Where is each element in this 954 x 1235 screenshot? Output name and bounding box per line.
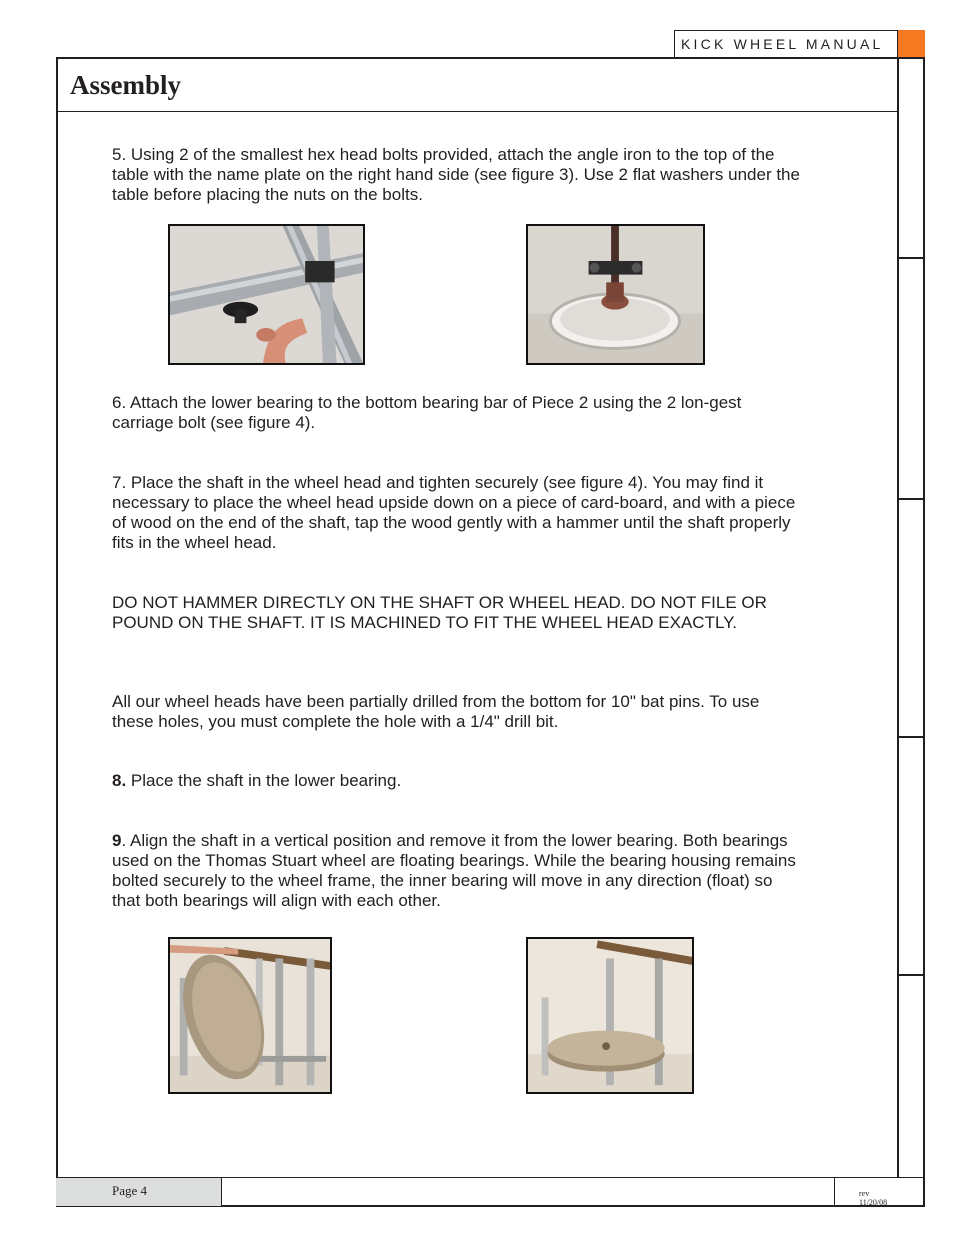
page-number bbox=[56, 1178, 222, 1206]
accent-block bbox=[898, 30, 925, 57]
step-6-text: 6. Attach the lower bearing to the bottom bearing bar of Piece 2 using the 2 lon-gest carriage bolt (see figure 4). bbox=[112, 393, 742, 432]
page-footer bbox=[56, 1177, 925, 1207]
side-tab-divider bbox=[899, 974, 925, 976]
revision-label: rev 11/20/08 bbox=[859, 1189, 888, 1207]
wheel-flat-photo bbox=[526, 937, 694, 1094]
step-9-text bbox=[112, 831, 802, 911]
bearing-wheel-photo bbox=[526, 224, 705, 365]
warning-text: DO NOT HAMMER DIRECTLY ON THE SHAFT OR WHEEL HEAD. DO NOT FILE OR POUND ON THE SHAFT. IT IS MACHINED TO FIT THE WHEEL HEAD EXACTLY. bbox=[112, 593, 767, 632]
angle-iron-photo bbox=[168, 224, 365, 365]
bat-pins-text: All our wheel heads have been partially drilled from the bottom for 10" bat pins. To use these holes, you must complete the hole with a 1/4" drill bit. bbox=[112, 692, 760, 731]
title-bar bbox=[56, 57, 899, 112]
step-9-body: . Align the shaft in a vertical position and remove it from the lower bearing. Both bearings used on the Thomas Stuart wheel are floating bearings. While the bearing housing remains bolted securely to the wheel frame, the inner bearing will move in any direction (float) so that both bearings will align with each other. bbox=[112, 831, 796, 910]
side-tab-divider bbox=[899, 736, 925, 738]
manual-title-label: KICK WHEEL MANUAL bbox=[681, 36, 884, 52]
step-8-text bbox=[112, 771, 802, 791]
step-9-number: 9 bbox=[112, 831, 122, 850]
side-tab-divider bbox=[899, 498, 925, 500]
side-tab-divider bbox=[899, 257, 925, 259]
page-title: Assembly bbox=[70, 70, 182, 100]
step-8-number: 8. bbox=[112, 771, 127, 790]
manual-title-tab bbox=[674, 30, 898, 57]
side-divider bbox=[897, 57, 899, 1178]
revision-cell bbox=[834, 1178, 897, 1206]
step-8-body: Place the shaft in the lower bearing. bbox=[126, 771, 402, 790]
page-number-label: Page 4 bbox=[112, 1183, 148, 1198]
wheel-tilted-photo bbox=[168, 937, 332, 1094]
step-7-text: 7. Place the shaft in the wheel head and tighten securely (see figure 4). You may find it necessary to place the wheel head upside down on a piece of card-board, and with a piece of wood on the end of the shaft, tap the wood gently with a hammer until the shaft properly fits in the wheel head. bbox=[112, 473, 796, 552]
step-5-text: 5. Using 2 of the smallest hex head bolts provided, attach the angle iron to the top of the table with the name plate on the right hand side (see figure 3). Use 2 flat washers under the table before placing the nuts on the bolts. bbox=[112, 145, 800, 204]
